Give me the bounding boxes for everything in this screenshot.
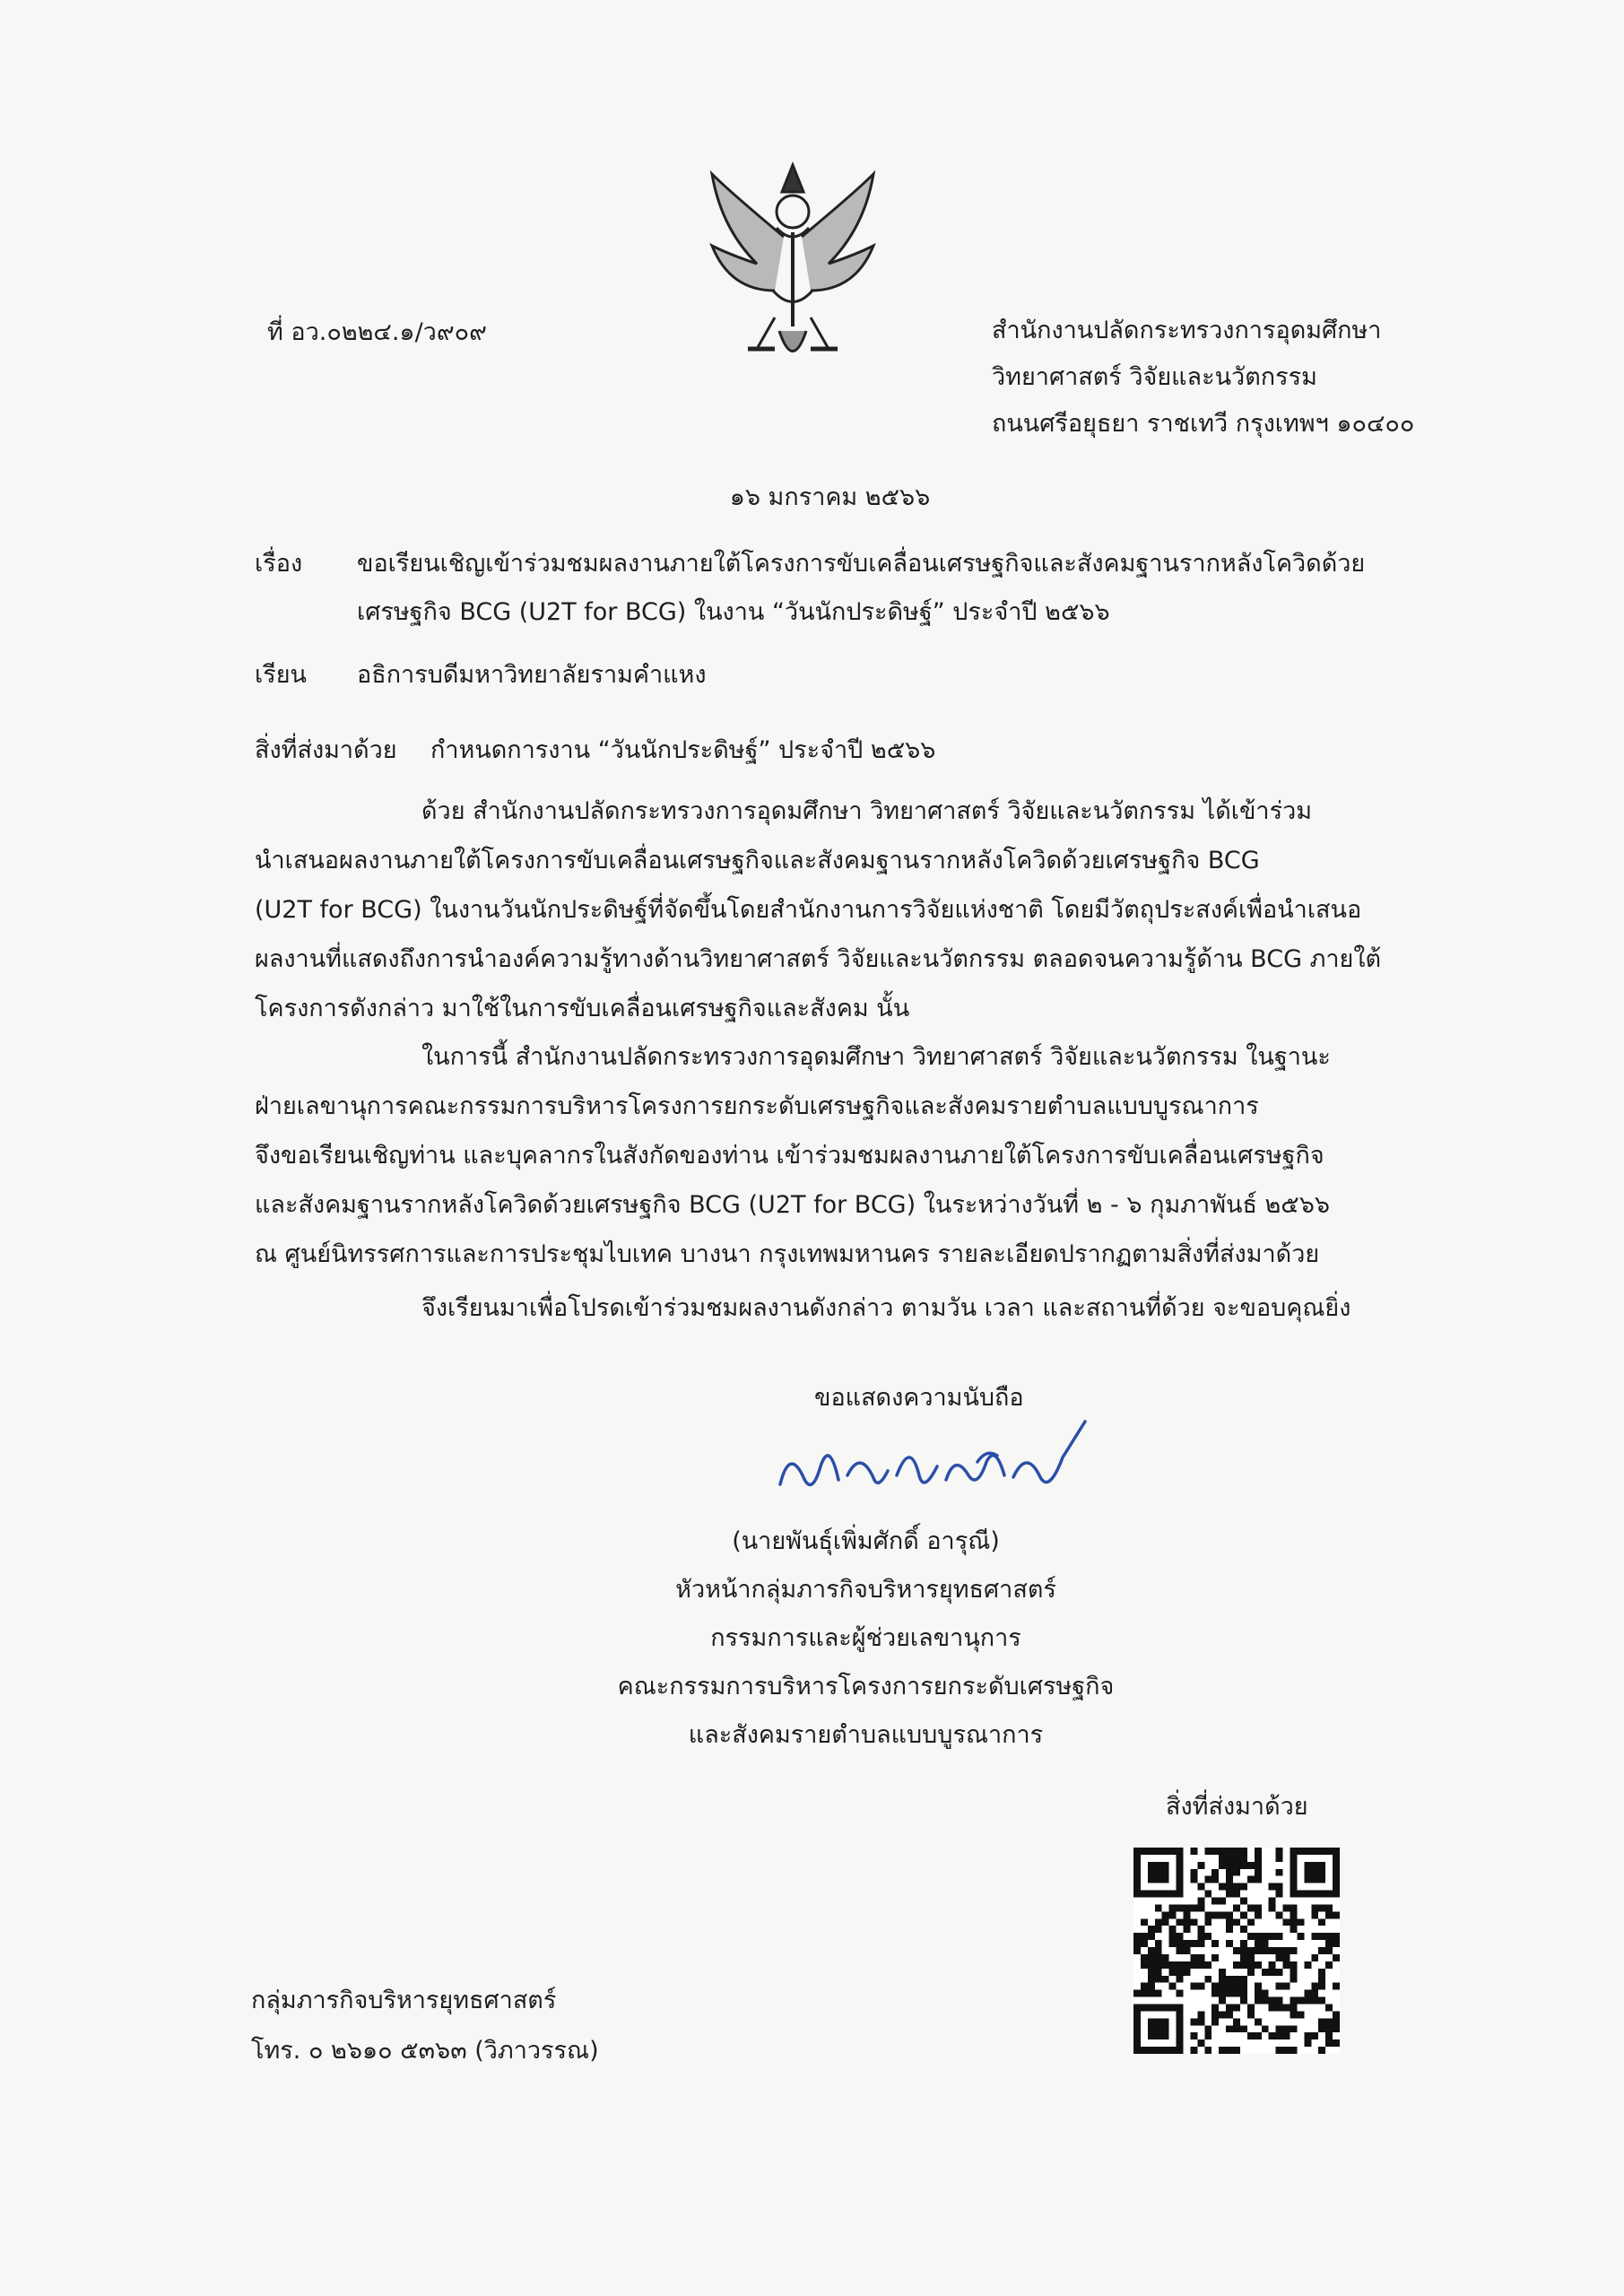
paragraph-line: ผลงานที่แสดงถึงการนำองค์ความรู้ทางด้านวิทยาศาสตร์ วิจัยและนวัตกรรม ตลอดจนความรู้ด้าน BCG ภายใต้ bbox=[255, 945, 1382, 973]
subject-line: เศรษฐกิจ BCG (U2T for BCG) ในงาน “วันนักประดิษฐ์” ประจำปี ๒๕๖๖ bbox=[357, 598, 1110, 626]
paragraph-2 bbox=[255, 1040, 1420, 1287]
footer-department: กลุ่มภารกิจบริหารยุทธศาสตร์ bbox=[251, 1987, 557, 2014]
handwritten-signature bbox=[762, 1413, 1103, 1511]
signer-title: หัวหน้ากลุ่มภารกิจบริหารยุทธศาสตร์ bbox=[675, 1576, 1056, 1604]
garuda-emblem-icon bbox=[694, 156, 891, 380]
paragraph-line: (U2T for BCG) ในงานวันนักประดิษฐ์ที่จัดขึ้นโดยสำนักงานการวิจัยแห่งชาติ โดยมีวัตถุประสงค์เพื่อนำเสนอ bbox=[255, 896, 1362, 924]
enclosure-label: สิ่งที่ส่งมาด้วย bbox=[255, 736, 397, 764]
paragraph-3: จึงเรียนมาเพื่อโปรดเข้าร่วมชมผลงานดังกล่าว ตามวัน เวลา และสถานที่ด้วย จะขอบคุณยิ่ง bbox=[421, 1294, 1351, 1322]
signer-title: กรรมการและผู้ช่วยเลขานุการ bbox=[710, 1624, 1021, 1652]
recipient: อธิการบดีมหาวิทยาลัยรามคำแหง bbox=[357, 661, 707, 689]
address-line: วิทยาศาสตร์ วิจัยและนวัตกรรม bbox=[992, 363, 1317, 391]
paragraph-line: จึงขอเรียนเชิญท่าน และบุคลากรในสังกัดของท่าน เข้าร่วมชมผลงานภายใต้โครงการขับเคลื่อนเศรษฐกิจ bbox=[255, 1142, 1324, 1170]
signature-block bbox=[0, 1525, 1624, 1767]
paragraph-line: ด้วย สำนักงานปลัดกระทรวงการอุดมศึกษา วิทยาศาสตร์ วิจัยและนวัตกรรม ได้เข้าร่วม bbox=[421, 797, 1313, 825]
paragraph-line: ณ ศูนย์นิทรรศการและการประชุมไบเทค บางนา กรุงเทพมหานคร รายละเอียดปรากฏตามสิ่งที่ส่งมาด้วย bbox=[255, 1240, 1320, 1268]
signer-title: คณะกรรมการบริหารโครงการยกระดับเศรษฐกิจ bbox=[617, 1673, 1115, 1700]
enclosure-text: กำหนดการงาน “วันนักประดิษฐ์” ประจำปี ๒๕๖๖ bbox=[430, 736, 936, 764]
signer-name: (นายพันธุ์เพิ่มศักดิ์ อารุณี) bbox=[732, 1527, 1000, 1555]
paragraph-line: ฝ่ายเลขานุการคณะกรรมการบริหารโครงการยกระดับเศรษฐกิจและสังคมรายตำบลแบบบูรณาการ bbox=[255, 1092, 1259, 1120]
address-line: สำนักงานปลัดกระทรวงการอุดมศึกษา bbox=[992, 317, 1382, 344]
paragraph-1 bbox=[255, 795, 1420, 1041]
enclosure-qr-label: สิ่งที่ส่งมาด้วย bbox=[1166, 1793, 1308, 1821]
address-line: ถนนศรีอยุธยา ราชเทวี กรุงเทพฯ ๑๐๔๐๐ bbox=[992, 410, 1415, 438]
reference-number: ที่ อว.๐๒๒๔.๑/ว๙๐๙ bbox=[267, 318, 487, 346]
subject-label: เรื่อง bbox=[255, 550, 303, 578]
footer-contact bbox=[251, 1984, 599, 2084]
signer-title: และสังคมรายตำบลแบบบูรณาการ bbox=[688, 1721, 1044, 1749]
qr-code-icon[interactable] bbox=[1133, 1848, 1340, 2054]
letter-date: ๑๖ มกราคม ๒๕๖๖ bbox=[729, 483, 931, 511]
paragraph-line: โครงการดังกล่าว มาใช้ในการขับเคลื่อนเศรษฐกิจและสังคม นั้น bbox=[255, 995, 910, 1022]
paragraph-line: ในการนี้ สำนักงานปลัดกระทรวงการอุดมศึกษา วิทยาศาสตร์ วิจัยและนวัตกรรม ในฐานะ bbox=[421, 1043, 1331, 1071]
closing-phrase: ขอแสดงความนับถือ bbox=[814, 1384, 1024, 1412]
organization-address bbox=[992, 314, 1414, 454]
paragraph-line: นำเสนอผลงานภายใต้โครงการขับเคลื่อนเศรษฐกิจและสังคมฐานรากหลังโควิดด้วยเศรษฐกิจ BCG bbox=[255, 847, 1260, 874]
paragraph-line: และสังคมฐานรากหลังโควิดด้วยเศรษฐกิจ BCG (U2T for BCG) ในระหว่างวันที่ ๒ - ๖ กุมภาพันธ์ ๒๕๖๖ bbox=[255, 1191, 1331, 1219]
subject-line: ขอเรียนเชิญเข้าร่วมชมผลงานภายใต้โครงการขับเคลื่อนเศรษฐกิจและสังคมฐานรากหลังโควิดด้วย bbox=[357, 550, 1366, 578]
footer-phone: โทร. ๐ ๒๖๑๐ ๕๓๖๓ (วิภาวรรณ) bbox=[251, 2037, 599, 2065]
recipient-label: เรียน bbox=[255, 661, 308, 689]
